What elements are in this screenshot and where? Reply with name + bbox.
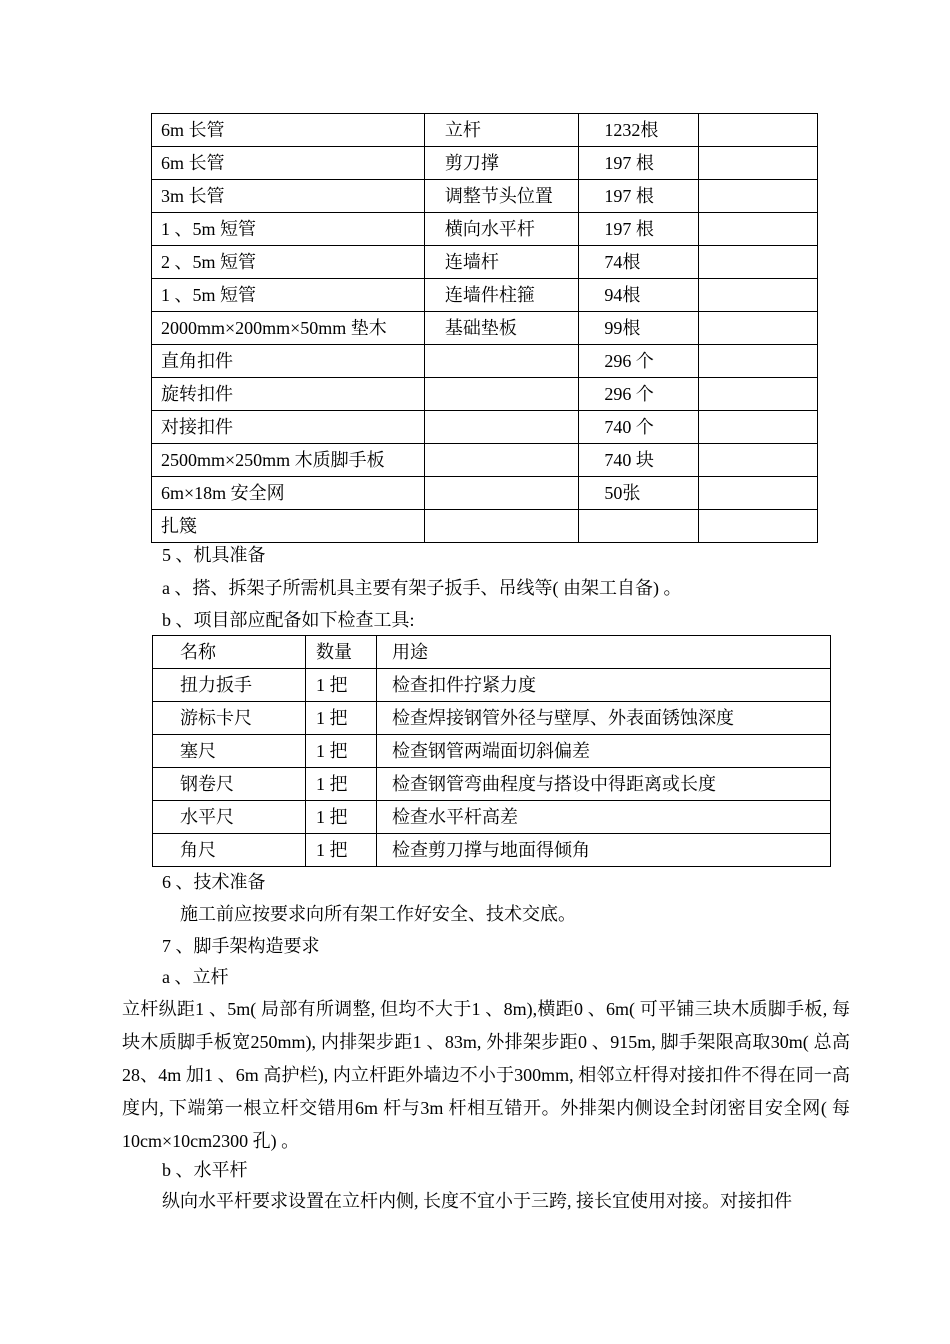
material-quantity-cell: 296 个 — [579, 378, 699, 411]
tool-name-cell: 扭力扳手 — [153, 669, 306, 702]
table-row — [152, 279, 818, 312]
material-use-cell: 剪刀撑 — [424, 147, 578, 180]
material-remark-cell — [698, 213, 817, 246]
material-use-cell — [424, 378, 578, 411]
tools-table — [152, 635, 831, 867]
material-name-cell: 1 、5m 短管 — [152, 279, 425, 312]
material-quantity-cell: 1232根 — [579, 114, 699, 147]
table-row — [153, 735, 831, 768]
material-use-cell: 连墙件柱箍 — [424, 279, 578, 312]
material-name-cell: 直角扣件 — [152, 345, 425, 378]
section-6-heading: 6 、技术准备 — [162, 872, 266, 892]
tool-quantity-cell: 1 把 — [306, 702, 377, 735]
tool-quantity-cell: 1 把 — [306, 768, 377, 801]
material-remark-cell — [698, 114, 817, 147]
material-remark-cell — [698, 246, 817, 279]
tool-quantity-cell: 1 把 — [306, 801, 377, 834]
section-7-a-paragraph: 立杆纵距1 、5m( 局部有所调整, 但均不大于1 、8m),横距0 、6m( 可平铺三块木质脚手板, 每块木质脚手板宽250mm), 内排架步距1 、83m, 外排架步距0 、915m, 脚手架限高取30m( 总高28、4m 加1 、6m 高护栏), 内立杆距外墙边不小于300mm, 相邻立杆得对接扣件不得在同一高度内, 下端第一根立杆交错用6m 杆与3m 杆相互错开。外排架内侧设全封闭密目安全网( 每10cm×10cm2300 孔) 。 — [122, 999, 850, 1151]
material-name-cell: 6m 长管 — [152, 114, 425, 147]
material-name-cell: 1 、5m 短管 — [152, 213, 425, 246]
tools-header-quantity: 数量 — [306, 636, 377, 669]
material-use-cell: 调整节头位置 — [424, 180, 578, 213]
tool-quantity-cell: 1 把 — [306, 834, 377, 867]
material-use-cell — [424, 510, 578, 543]
tool-name-cell: 角尺 — [153, 834, 306, 867]
table-row — [152, 114, 818, 147]
material-quantity-cell: 94根 — [579, 279, 699, 312]
material-quantity-cell: 50张 — [579, 477, 699, 510]
table-row — [153, 801, 831, 834]
material-name-cell: 2500mm×250mm 木质脚手板 — [152, 444, 425, 477]
material-name-cell: 扎篾 — [152, 510, 425, 543]
material-quantity-cell: 296 个 — [579, 345, 699, 378]
tool-purpose-cell: 检查钢管弯曲程度与搭设中得距离或长度 — [377, 768, 831, 801]
section-6-text: 施工前应按要求向所有架工作好安全、技术交底。 — [180, 904, 576, 924]
section-7-item-a: a 、立杆 — [162, 967, 229, 987]
table-row — [152, 180, 818, 213]
material-remark-cell — [698, 477, 817, 510]
material-remark-cell — [698, 510, 817, 543]
material-use-cell — [424, 444, 578, 477]
tools-table-header-row — [153, 636, 831, 669]
tools-header-purpose: 用途 — [377, 636, 831, 669]
table-row — [152, 345, 818, 378]
section-7-b-paragraph: 纵向水平杆要求设置在立杆内侧, 长度不宜小于三跨, 接长宜使用对接。对接扣件 — [162, 1191, 792, 1211]
material-quantity-cell: 740 个 — [579, 411, 699, 444]
material-name-cell: 2000mm×200mm×50mm 垫木 — [152, 312, 425, 345]
material-remark-cell — [698, 279, 817, 312]
tool-name-cell: 水平尺 — [153, 801, 306, 834]
section-7-heading: 7 、脚手架构造要求 — [162, 936, 320, 956]
material-quantity-cell: 197 根 — [579, 213, 699, 246]
material-name-cell: 3m 长管 — [152, 180, 425, 213]
table-row — [152, 477, 818, 510]
table-row — [152, 246, 818, 279]
materials-table — [151, 113, 818, 543]
table-row — [152, 213, 818, 246]
section-7-item-b: b 、水平杆 — [162, 1160, 248, 1180]
tools-header-name: 名称 — [153, 636, 306, 669]
tool-purpose-cell: 检查钢管两端面切斜偏差 — [377, 735, 831, 768]
material-quantity-cell: 197 根 — [579, 180, 699, 213]
tool-name-cell: 钢卷尺 — [153, 768, 306, 801]
tool-quantity-cell: 1 把 — [306, 669, 377, 702]
material-quantity-cell: 740 块 — [579, 444, 699, 477]
material-name-cell: 2 、5m 短管 — [152, 246, 425, 279]
material-use-cell — [424, 477, 578, 510]
materials-table-body — [152, 114, 818, 543]
tool-name-cell: 游标卡尺 — [153, 702, 306, 735]
material-remark-cell — [698, 444, 817, 477]
tool-purpose-cell: 检查扣件拧紧力度 — [377, 669, 831, 702]
material-name-cell: 6m×18m 安全网 — [152, 477, 425, 510]
material-use-cell: 基础垫板 — [424, 312, 578, 345]
table-row — [152, 147, 818, 180]
table-row — [153, 702, 831, 735]
material-name-cell: 旋转扣件 — [152, 378, 425, 411]
material-use-cell: 横向水平杆 — [424, 213, 578, 246]
material-use-cell — [424, 411, 578, 444]
table-row — [152, 312, 818, 345]
section-5-heading: 5 、机具准备 — [162, 545, 266, 565]
material-remark-cell — [698, 180, 817, 213]
material-quantity-cell: 99根 — [579, 312, 699, 345]
table-row — [152, 411, 818, 444]
material-quantity-cell: 74根 — [579, 246, 699, 279]
material-remark-cell — [698, 378, 817, 411]
tool-name-cell: 塞尺 — [153, 735, 306, 768]
section-5-item-a: a 、搭、拆架子所需机具主要有架子扳手、吊线等( 由架工自备) 。 — [162, 578, 682, 598]
tools-table-body — [153, 669, 831, 867]
table-row — [152, 378, 818, 411]
tool-quantity-cell: 1 把 — [306, 735, 377, 768]
material-quantity-cell — [579, 510, 699, 543]
material-quantity-cell: 197 根 — [579, 147, 699, 180]
tool-purpose-cell: 检查焊接钢管外径与壁厚、外表面锈蚀深度 — [377, 702, 831, 735]
section-5-item-b: b 、项目部应配备如下检查工具: — [162, 610, 415, 630]
table-row — [153, 669, 831, 702]
tool-purpose-cell: 检查水平杆高差 — [377, 801, 831, 834]
material-name-cell: 6m 长管 — [152, 147, 425, 180]
material-use-cell: 连墙杆 — [424, 246, 578, 279]
material-remark-cell — [698, 147, 817, 180]
table-row — [152, 444, 818, 477]
material-remark-cell — [698, 411, 817, 444]
material-remark-cell — [698, 345, 817, 378]
material-use-cell: 立杆 — [424, 114, 578, 147]
table-row — [152, 510, 818, 543]
material-name-cell: 对接扣件 — [152, 411, 425, 444]
tool-purpose-cell: 检查剪刀撑与地面得倾角 — [377, 834, 831, 867]
material-remark-cell — [698, 312, 817, 345]
table-row — [153, 768, 831, 801]
table-row — [153, 834, 831, 867]
material-use-cell — [424, 345, 578, 378]
